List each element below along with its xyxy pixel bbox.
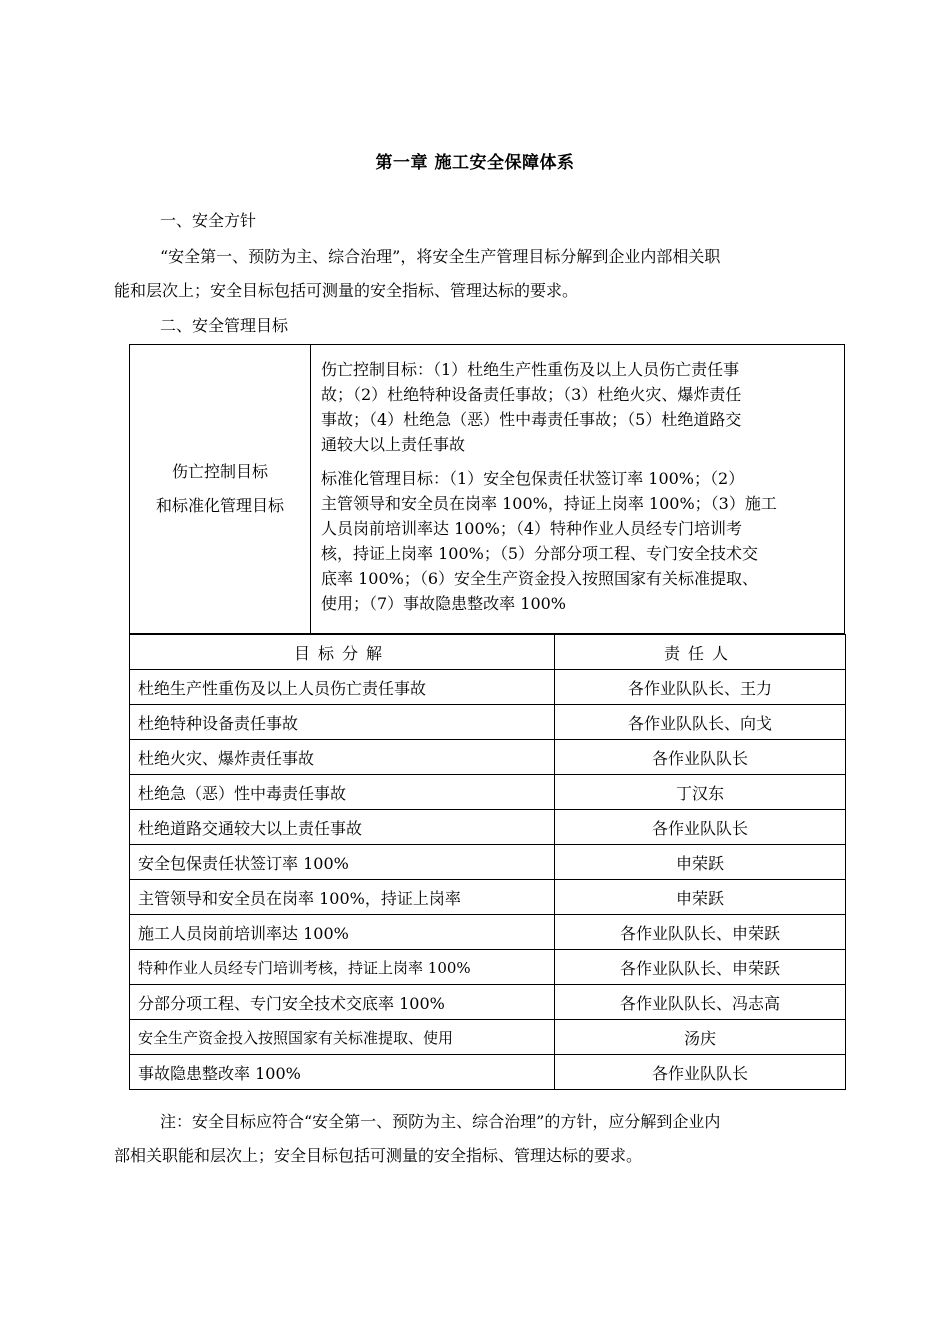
table-row — [130, 705, 846, 740]
header-responsible-person: 责任人 — [555, 635, 846, 670]
table-row — [130, 915, 846, 950]
category-label-line-2: 和标准化管理目标 — [155, 496, 284, 515]
person-cell: 申荣跃 — [555, 880, 846, 915]
note-line-1: 注：安全目标应符合“安全第一、预防为主、综合治理”的方针，应分解到企业内 — [160, 1112, 721, 1131]
table-row — [130, 670, 846, 705]
person-cell: 各作业队队长、向戈 — [555, 705, 846, 740]
casualty-goal-line: 故；（2）杜绝特种设备责任事故；（3）杜绝火灾、爆炸责任 — [321, 385, 742, 404]
goal-cell: 分部分项工程、专门安全技术交底率 100% — [130, 985, 555, 1020]
goal-cell: 安全生产资金投入按照国家有关标准提取、使用 — [130, 1020, 555, 1055]
goal-cell: 安全包保责任状签订率 100% — [130, 845, 555, 880]
table-row — [130, 985, 846, 1020]
person-cell: 汤庆 — [555, 1020, 846, 1055]
table-row — [130, 950, 846, 985]
goals-category-cell — [130, 345, 311, 633]
header-goal-breakdown: 目标分解 — [130, 635, 555, 670]
note-line-2: 部相关职能和层次上；安全目标包括可测量的安全指标、管理达标的要求。 — [114, 1146, 643, 1165]
goal-cell: 施工人员岗前培训率达 100% — [130, 915, 555, 950]
chapter-title: 第一章 施工安全保障体系 — [375, 153, 575, 173]
goal-cell: 杜绝生产性重伤及以上人员伤亡责任事故 — [130, 670, 555, 705]
casualty-goal-line: 伤亡控制目标：（1）杜绝生产性重伤及以上人员伤亡责任事 — [321, 360, 740, 379]
person-cell: 各作业队队长、冯志高 — [555, 985, 846, 1020]
table-row — [130, 740, 846, 775]
person-cell: 各作业队队长 — [555, 1055, 846, 1090]
table-row — [130, 845, 846, 880]
goal-cell: 杜绝急（恶）性中毒责任事故 — [130, 775, 555, 810]
standardization-goal-line: 人员岗前培训率达 100%；（4）特种作业人员经专门培训考 — [321, 519, 743, 538]
goal-cell: 杜绝道路交通较大以上责任事故 — [130, 810, 555, 845]
category-label-line-1: 伤亡控制目标 — [171, 462, 268, 481]
table-row — [130, 880, 846, 915]
standardization-goal-line: 标准化管理目标：（1）安全包保责任状签订率 100%；（2） — [321, 469, 745, 488]
standardization-goal-line: 底率 100%；（6）安全生产资金投入按照国家有关标准提取、 — [321, 569, 759, 588]
policy-paragraph-line-1: “安全第一、预防为主、综合治理”，将安全生产管理目标分解到企业内部相关职 — [160, 247, 721, 266]
table-row — [130, 775, 846, 810]
goals-summary-table — [129, 344, 845, 634]
person-cell: 申荣跃 — [555, 845, 846, 880]
goal-cell: 主管领导和安全员在岗率 100%，持证上岗率 — [130, 880, 555, 915]
goal-cell: 杜绝特种设备责任事故 — [130, 705, 555, 740]
table-row — [130, 1020, 846, 1055]
standardization-goals — [321, 466, 834, 616]
section-heading-management-goals: 二、安全管理目标 — [160, 316, 289, 335]
table-row — [130, 810, 846, 845]
person-cell: 各作业队队长、申荣跃 — [555, 950, 846, 985]
goal-cell: 特种作业人员经专门培训考核，持证上岗率 100% — [130, 950, 555, 985]
standardization-goal-line: 核，持证上岗率 100%；（5）分部分项工程、专门安全技术交 — [321, 544, 759, 563]
standardization-goal-line: 使用；（7）事故隐患整改率 100% — [321, 594, 567, 613]
table-header-row — [130, 635, 846, 670]
casualty-goal-line: 通较大以上责任事故 — [321, 435, 466, 454]
person-cell: 各作业队队长 — [555, 810, 846, 845]
goal-breakdown-table — [129, 634, 846, 1090]
person-cell: 各作业队队长 — [555, 740, 846, 775]
casualty-goal-line: 事故；（4）杜绝急（恶）性中毒责任事故；（5）杜绝道路交 — [321, 410, 742, 429]
casualty-control-goals — [321, 357, 834, 457]
person-cell: 各作业队队长、王力 — [555, 670, 846, 705]
person-cell: 丁汉东 — [555, 775, 846, 810]
person-cell: 各作业队队长、申荣跃 — [555, 915, 846, 950]
goal-cell: 事故隐患整改率 100% — [130, 1055, 555, 1090]
standardization-goal-line: 主管领导和安全员在岗率 100%，持证上岗率 100%；（3）施工 — [321, 494, 777, 513]
goal-cell: 杜绝火灾、爆炸责任事故 — [130, 740, 555, 775]
goals-description-cell — [311, 345, 844, 633]
section-heading-safety-policy: 一、安全方针 — [160, 211, 257, 230]
table-row — [130, 1055, 846, 1090]
policy-paragraph-line-2: 能和层次上；安全目标包括可测量的安全指标、管理达标的要求。 — [114, 281, 579, 300]
